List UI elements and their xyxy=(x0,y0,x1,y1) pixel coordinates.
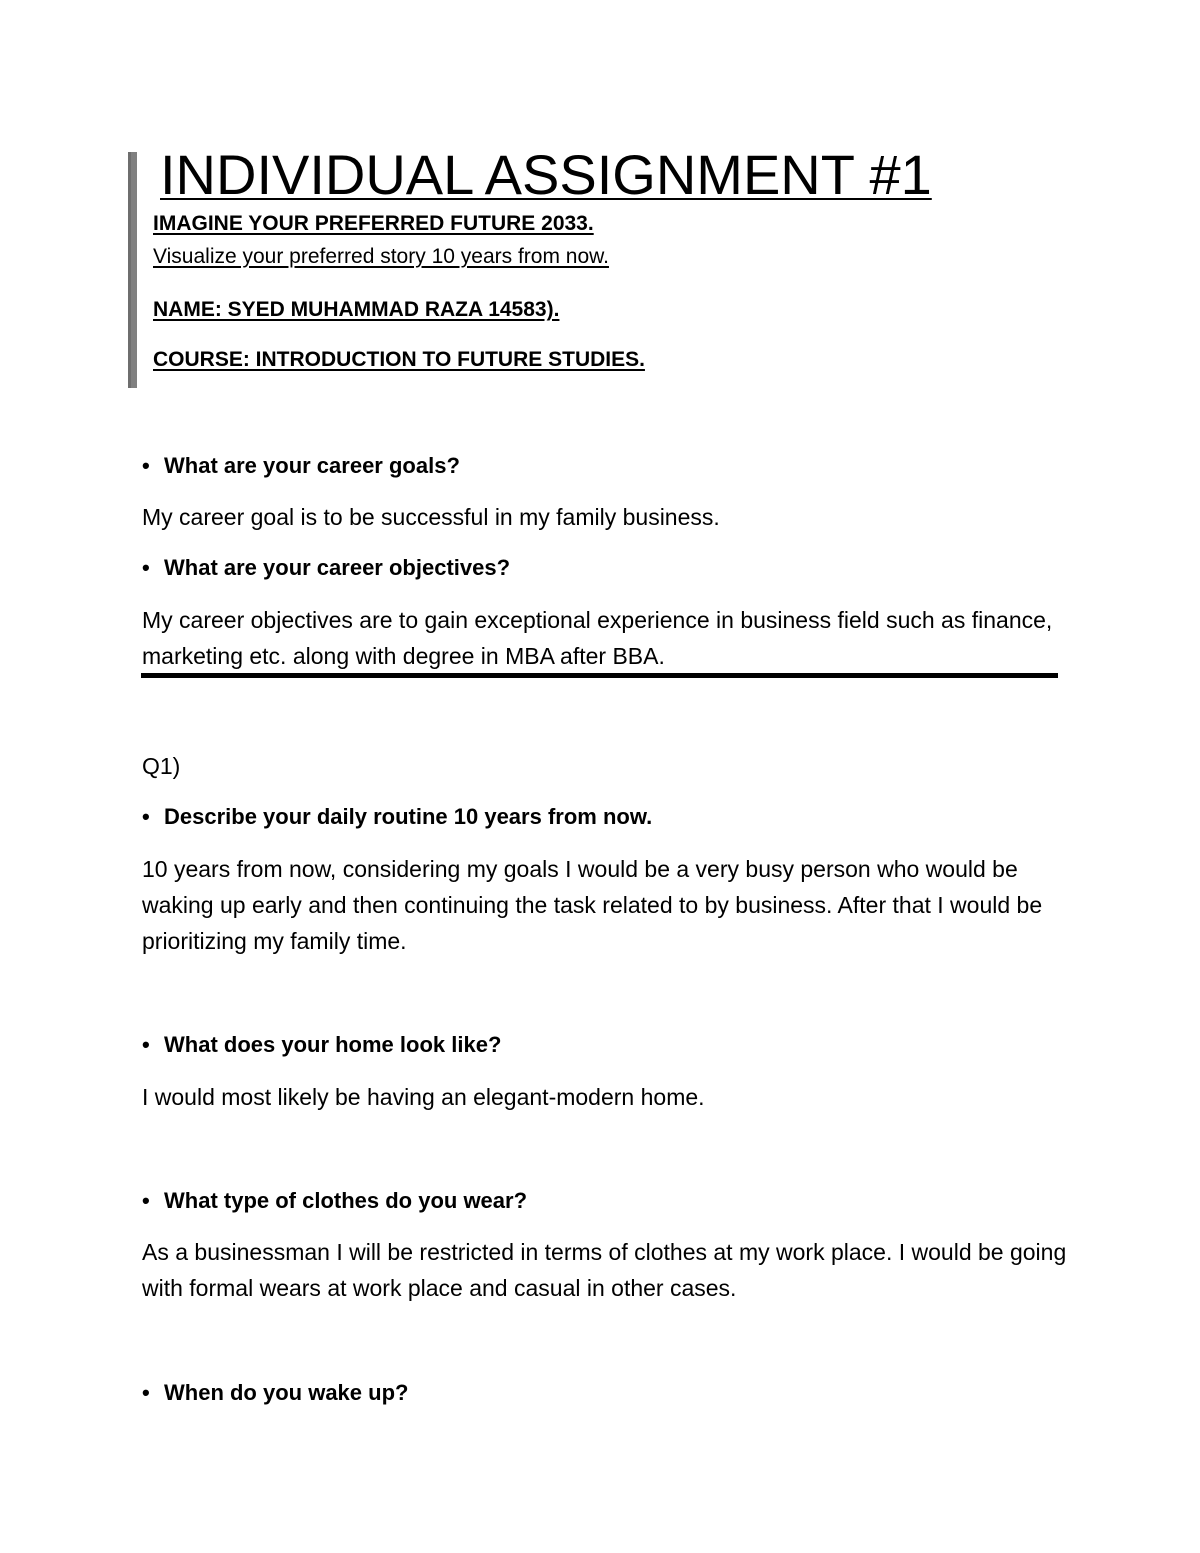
answer-career-objectives: My career objectives are to gain exceptional experience in business field such as finance, marketing etc. along with degree in MBA after BBA. xyxy=(142,607,1053,669)
answer-home: I would most likely be having an elegant-modern home. xyxy=(142,1084,705,1110)
question-text: Describe your daily routine 10 years from now. xyxy=(164,804,653,829)
horizontal-rule xyxy=(141,673,1058,678)
question-text: What are your career goals? xyxy=(164,453,460,478)
bullet-icon: • xyxy=(142,555,150,580)
bullet-icon: • xyxy=(142,1380,150,1405)
answer-clothes: As a businessman I will be restricted in terms of clothes at my work place. I would be going with formal wears at work place and casual in other cases. xyxy=(142,1239,1067,1301)
section-label: Q1) xyxy=(142,753,181,779)
question-career-objectives xyxy=(142,553,510,583)
question-text: What type of clothes do you wear? xyxy=(164,1188,528,1213)
answer-career-goals: My career goal is to be successful in my family business. xyxy=(142,504,720,530)
header-line-topic: IMAGINE YOUR PREFERRED FUTURE 2033. xyxy=(153,212,594,235)
question-career-goals xyxy=(142,451,460,481)
question-wake-up xyxy=(142,1378,408,1408)
question-daily-routine xyxy=(142,802,652,832)
question-clothes xyxy=(142,1186,527,1216)
bullet-icon: • xyxy=(142,804,150,829)
bullet-icon: • xyxy=(142,453,150,478)
bullet-icon: • xyxy=(142,1032,150,1057)
question-text: What are your career objectives? xyxy=(164,555,511,580)
header-line-name: NAME: SYED MUHAMMAD RAZA 14583). xyxy=(153,298,560,321)
answer-daily-routine: 10 years from now, considering my goals I would be a very busy person who would be waking up early and then continuing the task related to by business. After that I would be prioritizing my family time. xyxy=(142,856,1043,954)
question-text: When do you wake up? xyxy=(164,1380,409,1405)
question-text: What does your home look like? xyxy=(164,1032,502,1057)
header-line-course: COURSE: INTRODUCTION TO FUTURE STUDIES. xyxy=(153,348,645,371)
left-margin-bar xyxy=(128,152,137,388)
header-line-subtitle: Visualize your preferred story 10 years from now. xyxy=(153,245,609,268)
bullet-icon: • xyxy=(142,1188,150,1213)
question-home xyxy=(142,1030,501,1060)
document-title: INDIVIDUAL ASSIGNMENT #1 xyxy=(160,143,932,206)
